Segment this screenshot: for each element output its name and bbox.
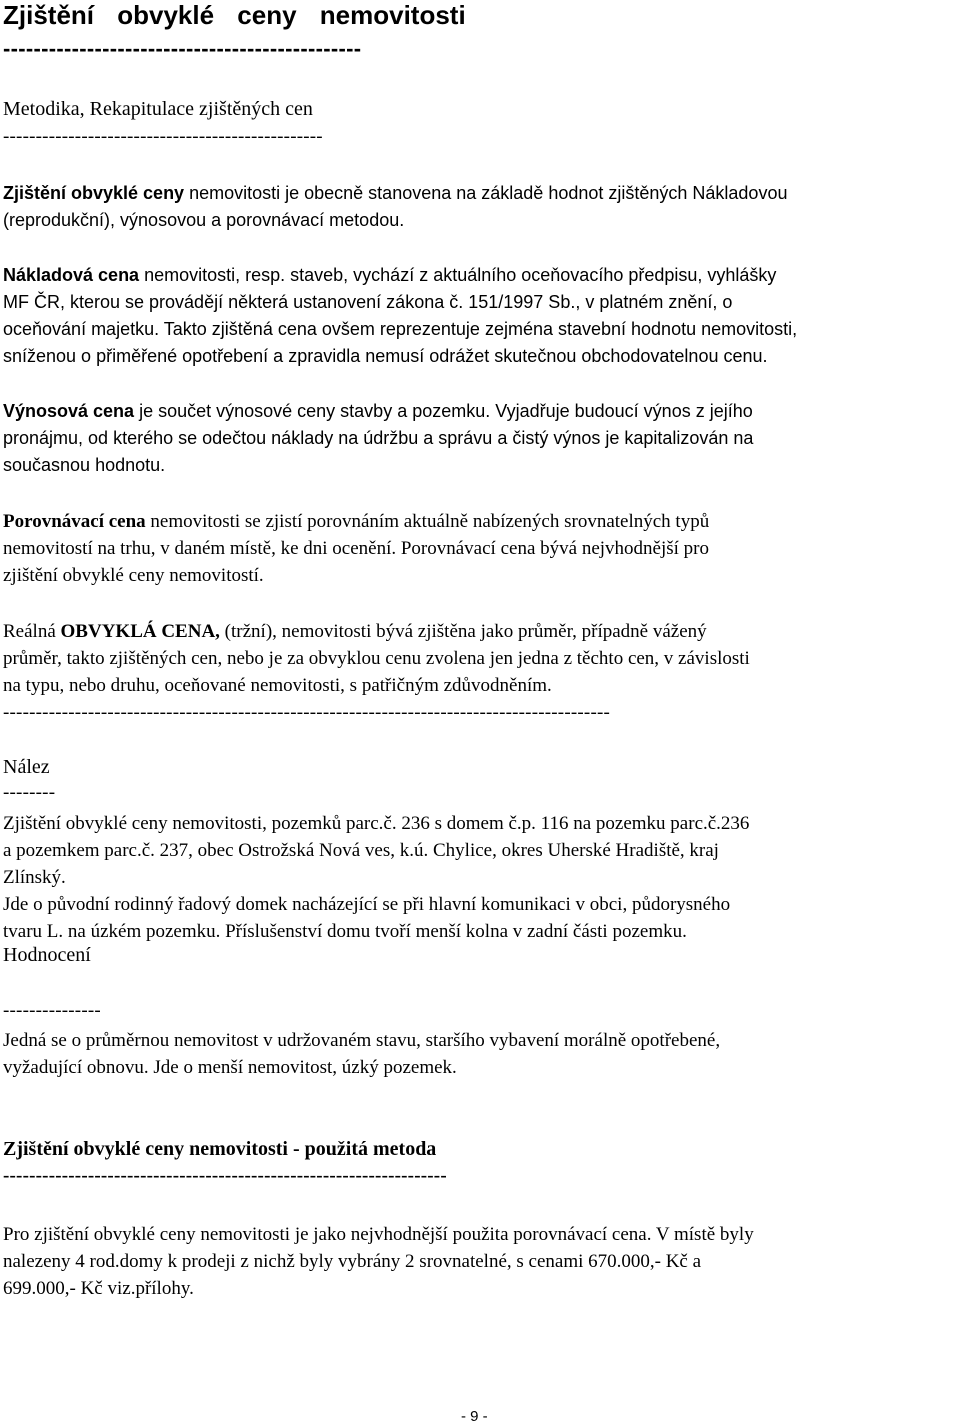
nalez-underline: -------- <box>3 782 56 803</box>
nalez-p2-line1: Jde o původní rodinný řadový domek nacházející se při hlavní komunikaci v obci, půdorysného <box>3 894 731 915</box>
hodnoceni-paragraph <box>3 1027 720 1081</box>
nalez-line2: a pozemkem parc.č. 237, obec Ostrožská Nová ves, k.ú. Chylice, okres Uherské Hradiště, kraj <box>3 840 719 861</box>
nakladova-line1: nemovitosti, resp. staveb, vychází z aktuálního oceňovacího předpisu, vyhlášky <box>139 265 777 285</box>
hodnoceni-line1: Jedná se o průměrnou nemovitost v udržovaném stavu, staršího vybavení morálně opotřebené, <box>3 1030 721 1051</box>
realna-lead: Reálná <box>3 621 61 642</box>
metoda-underline: -------------------------------------------------------------------- <box>3 1165 447 1186</box>
porovnavaci-line1: nemovitosti se zjistí porovnáním aktuálně nabízených srovnatelných typů <box>145 511 710 532</box>
porovnavaci-bold: Porovnávací cena <box>3 511 146 532</box>
page-title: Zjištění obvyklé ceny nemovitosti <box>3 0 466 30</box>
nalez-paragraph-1 <box>3 810 749 891</box>
nakladova-line2: MF ČR, kterou se provádějí některá ustanovení zákona č. 151/1997 Sb., v platném znění, o <box>3 292 733 312</box>
metoda-paragraph <box>3 1221 754 1302</box>
metoda-heading: Zjištění obvyklé ceny nemovitosti - použitá metoda <box>3 1138 437 1160</box>
metodika-heading: Metodika, Rekapitulace zjištěných cen <box>3 98 313 120</box>
vynosova-line3: současnou hodnotu. <box>3 455 166 475</box>
title-underline: ----------------------------------------------- <box>3 36 362 61</box>
realna-line3: na typu, nebo druhu, oceňované nemovitosti, s patřičným zdůvodněním. <box>3 675 552 696</box>
metoda-line1: Pro zjištění obvyklé ceny nemovitosti je jako nejvhodnější použita porovnávací cena. V místě byly <box>3 1224 754 1245</box>
intro-paragraph <box>3 180 787 234</box>
metodika-underline: ------------------------------------------------- <box>3 126 323 147</box>
nalez-heading: Nález <box>3 756 50 778</box>
vynosova-line2: pronájmu, od kterého se odečtou náklady na údržbu a správu a čistý výnos je kapitalizován na <box>3 428 754 448</box>
realna-line1: (tržní), nemovitosti bývá zjištěna jako průměr, případně vážený <box>219 621 707 642</box>
hodnoceni-line2: vyžadující obnovu. Jde o menší nemovitost, úzký pozemek. <box>3 1057 457 1078</box>
vynosova-bold: Výnosová cena <box>3 401 135 421</box>
realna-bold: OBVYKLÁ CENA, <box>60 621 220 642</box>
section-divider: --------------------------------------------------------------------------------------------- <box>3 702 611 723</box>
nakladova-line4: sníženou o přiměřené opotřebení a zpravidla nemusí odrážet skutečnou obchodovatelnou cenu. <box>3 346 768 366</box>
vynosova-line1b: Vyjadřuje budoucí výnos z jejího <box>490 401 753 421</box>
nakladova-line3b: Takto zjištěná cena ovšem reprezentuje zejména stavební hodnotu nemovitosti, <box>159 319 798 339</box>
nakladova-line3a: oceňování majetku. <box>3 319 160 339</box>
hodnoceni-heading: Hodnocení <box>3 944 91 966</box>
porovnavaci-paragraph <box>3 508 709 589</box>
nalez-paragraph-2 <box>3 891 730 945</box>
realna-paragraph <box>3 618 750 699</box>
metoda-line2: nalezeny 4 rod.domy k prodeji z nichž byly vybrány 2 srovnatelné, s cenami 670.000,- Kč a <box>3 1251 702 1272</box>
vynosova-line1: je součet výnosové ceny stavby a pozemku. <box>134 401 491 421</box>
intro-line2: (reprodukční), výnosovou a porovnávací metodou. <box>3 210 405 230</box>
nakladova-paragraph <box>3 262 797 370</box>
nalez-line1: Zjištění obvyklé ceny nemovitosti, pozemků parc.č. 236 s domem č.p. 116 na pozemku parc.č.236 <box>3 813 750 834</box>
page-number: - 9 - <box>461 1408 488 1425</box>
metoda-line3: 699.000,- Kč viz.přílohy. <box>3 1278 194 1299</box>
hodnoceni-underline: --------------- <box>3 1000 101 1021</box>
nakladova-bold: Nákladová cena <box>3 265 140 285</box>
realna-line2: průměr, takto zjištěných cen, nebo je za obvyklou cenu zvolena jen jedna z těchto cen, v závislosti <box>3 648 750 669</box>
porovnavaci-line2: nemovitostí na trhu, v daném místě, ke dni ocenění. Porovnávací cena bývá nejvhodnější pro <box>3 538 709 559</box>
intro-text: nemovitosti je obecně stanovena na základě hodnot zjištěných Nákladovou <box>184 183 788 203</box>
vynosova-paragraph <box>3 398 753 479</box>
porovnavaci-line3: zjištění obvyklé ceny nemovitostí. <box>3 565 264 586</box>
nalez-p2-line2: tvaru L. na úzkém pozemku. Příslušenství domu tvoří menší kolna v zadní části pozemku. <box>3 921 687 942</box>
intro-bold: Zjištění obvyklé ceny <box>3 183 185 203</box>
nalez-line3: Zlínský. <box>3 867 66 888</box>
